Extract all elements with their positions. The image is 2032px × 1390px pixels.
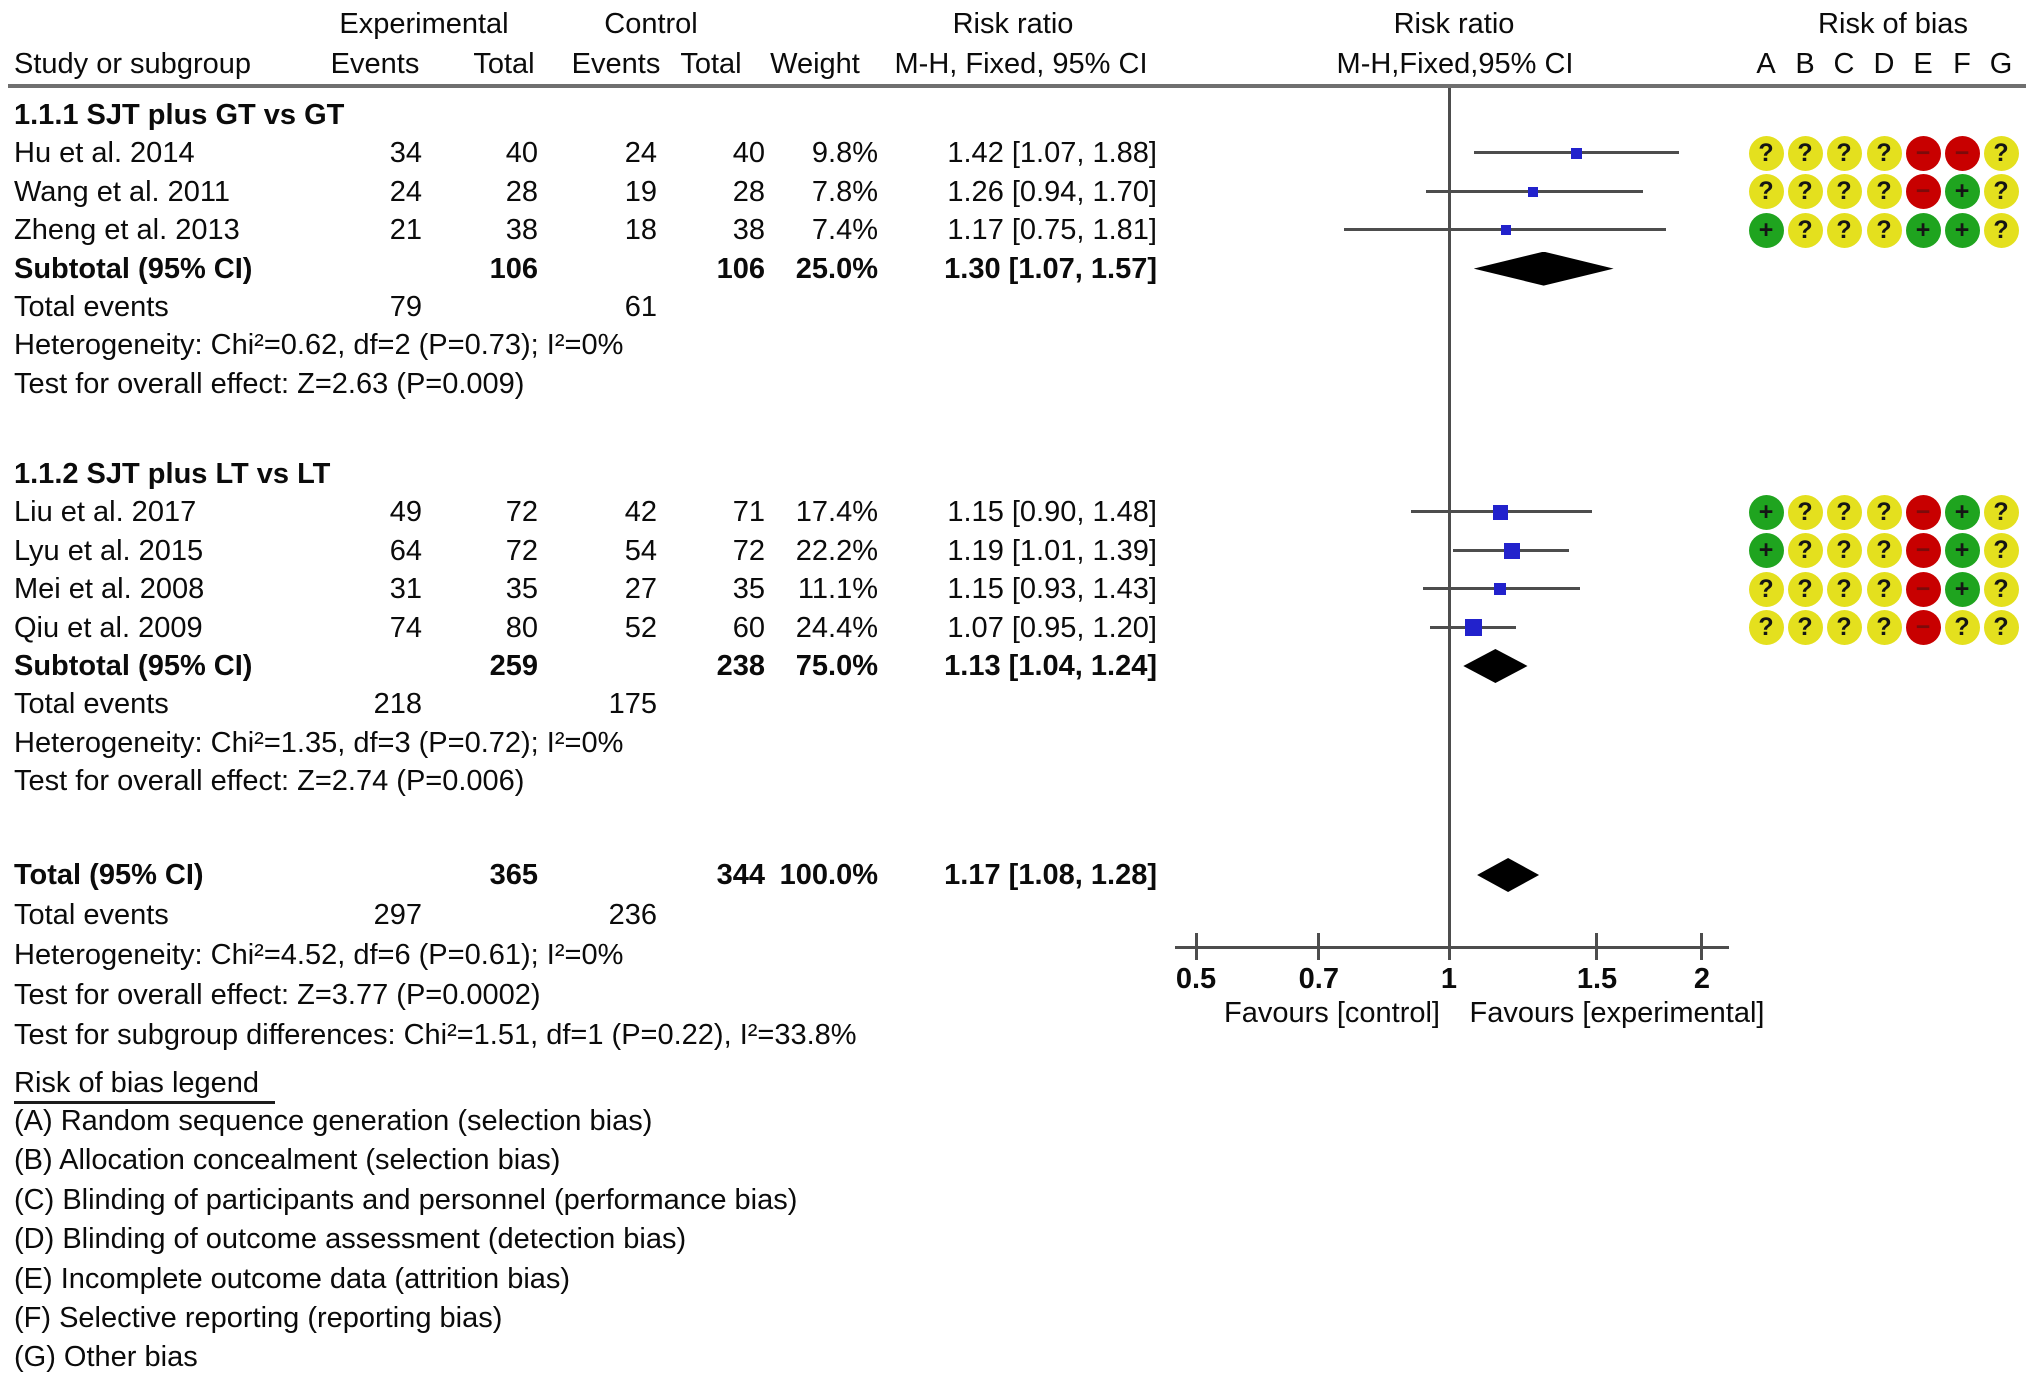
bias-circle-unclear: ? <box>1984 495 2019 530</box>
heterogeneity-text: Heterogeneity: Chi²=1.35, df=3 (P=0.72); I²=0% <box>14 726 624 759</box>
exp-events: 64 <box>389 534 422 567</box>
ctl-events: 52 <box>624 611 657 644</box>
legend-item: (C) Blinding of participants and personnel (performance bias) <box>14 1183 798 1216</box>
bias-circle-unclear: ? <box>1827 136 1862 171</box>
subtotal-label: Subtotal (95% CI) <box>14 650 253 682</box>
ctl-total: 344 <box>716 859 765 891</box>
column-header-exp-total: Total <box>473 48 535 80</box>
overall-effect-text: Test for overall effect: Z=2.74 (P=0.006) <box>14 765 525 798</box>
column-group-risk-ratio-plot: Risk ratio <box>1393 8 1515 40</box>
bias-circle-unclear: ? <box>1867 136 1902 171</box>
subgroup-differences-text: Test for subgroup differences: Chi²=1.51, df=1 (P=0.22), I²=33.8% <box>14 1019 857 1051</box>
exp-total: 106 <box>489 252 538 285</box>
bias-circle-unclear: ? <box>1984 572 2019 607</box>
bias-letter-F: F <box>1953 48 1971 80</box>
total-events-ctl: 61 <box>624 291 657 323</box>
line-of-no-effect <box>1448 88 1451 948</box>
bias-circle-unclear: ? <box>1827 495 1862 530</box>
bias-circle-unclear: ? <box>1867 533 1902 568</box>
bias-circle-unclear: ? <box>1788 174 1823 209</box>
ci-text: 1.13 [1.04, 1.24] <box>944 650 1157 682</box>
column-group-experimental: Experimental <box>339 8 509 40</box>
ci-text: 1.07 [0.95, 1.20] <box>947 611 1157 644</box>
column-group-risk-ratio-text: Risk ratio <box>952 8 1074 40</box>
effect-square <box>1493 505 1508 520</box>
weight: 75.0% <box>795 650 878 682</box>
bias-circle-unclear: ? <box>1788 533 1823 568</box>
column-header-weight: Weight <box>770 48 860 80</box>
column-group-control: Control <box>604 8 698 40</box>
bias-circle-low: + <box>1749 495 1784 530</box>
total-events-exp: 218 <box>373 688 422 721</box>
bias-circle-unclear: ? <box>1984 136 2019 171</box>
bias-circle-unclear: ? <box>1749 572 1784 607</box>
heterogeneity-text: Heterogeneity: Chi²=0.62, df=2 (P=0.73); I²=0% <box>14 329 624 362</box>
exp-total: 35 <box>505 573 538 606</box>
ci-text: 1.17 [0.75, 1.81] <box>947 214 1157 247</box>
bias-circle-unclear: ? <box>1749 136 1784 171</box>
bias-circle-unclear: ? <box>1749 610 1784 645</box>
bias-circle-unclear: ? <box>1945 610 1980 645</box>
total-events-ctl: 175 <box>608 688 657 721</box>
tick-mark <box>1595 933 1598 960</box>
exp-events: 74 <box>389 611 422 644</box>
legend-item: (B) Allocation concealment (selection bias) <box>14 1144 561 1177</box>
bias-circle-low: + <box>1906 213 1941 248</box>
bias-circle-high: − <box>1906 174 1941 209</box>
study-label: Qiu et al. 2009 <box>14 611 203 644</box>
legend-item: (F) Selective reporting (reporting bias) <box>14 1302 503 1334</box>
subtotal-diamond <box>1474 252 1614 286</box>
effect-square <box>1465 619 1482 636</box>
exp-total: 365 <box>489 859 538 891</box>
exp-total: 72 <box>505 496 538 529</box>
ci-text: 1.19 [1.01, 1.39] <box>947 534 1157 567</box>
ci-text: 1.30 [1.07, 1.57] <box>944 252 1157 285</box>
bias-circle-unclear: ? <box>1788 136 1823 171</box>
legend-item: (A) Random sequence generation (selection bias) <box>14 1105 653 1137</box>
exp-total: 259 <box>489 650 538 682</box>
subgroup-heading: 1.1.1 SJT plus GT vs GT <box>14 99 345 131</box>
bias-circle-unclear: ? <box>1867 495 1902 530</box>
weight: 24.4% <box>795 611 878 644</box>
tick-label: 2 <box>1693 963 1711 995</box>
ctl-events: 27 <box>624 573 657 606</box>
column-header-ctl-events: Events <box>571 48 661 80</box>
exp-events: 21 <box>389 214 422 247</box>
bias-circle-unclear: ? <box>1867 174 1902 209</box>
bias-circle-unclear: ? <box>1867 610 1902 645</box>
weight: 9.8% <box>811 137 878 170</box>
bias-circle-unclear: ? <box>1788 213 1823 248</box>
bias-circle-unclear: ? <box>1827 572 1862 607</box>
total-label: Total (95% CI) <box>14 859 204 891</box>
ci-text: 1.26 [0.94, 1.70] <box>947 175 1157 208</box>
effect-square <box>1494 583 1506 595</box>
column-header-study: Study or subgroup <box>14 48 251 80</box>
favours-experimental-label: Favours [experimental] <box>1469 997 1765 1029</box>
column-header-ci-text: M-H, Fixed, 95% CI <box>894 48 1148 80</box>
weight: 22.2% <box>795 534 878 567</box>
bias-letter-C: C <box>1833 48 1855 80</box>
ctl-total: 40 <box>732 137 765 170</box>
ctl-total: 28 <box>732 175 765 208</box>
exp-events: 34 <box>389 137 422 170</box>
study-label: Lyu et al. 2015 <box>14 534 204 567</box>
tick-label: 1.5 <box>1576 963 1618 995</box>
total-events-exp: 297 <box>373 899 422 931</box>
bias-letter-B: B <box>1795 48 1815 80</box>
effect-square <box>1571 148 1582 159</box>
tick-label: 0.7 <box>1298 963 1339 995</box>
study-label: Mei et al. 2008 <box>14 573 205 606</box>
ci-text: 1.42 [1.07, 1.88] <box>947 137 1157 170</box>
exp-total: 72 <box>505 534 538 567</box>
bias-circle-low: + <box>1945 495 1980 530</box>
weight: 7.4% <box>811 214 878 247</box>
tick-mark <box>1700 933 1703 960</box>
bias-circle-low: + <box>1945 174 1980 209</box>
ci-text: 1.17 [1.08, 1.28] <box>944 859 1157 891</box>
bias-circle-unclear: ? <box>1984 174 2019 209</box>
column-header-ci-plot: M-H,Fixed,95% CI <box>1336 48 1574 80</box>
bias-circle-unclear: ? <box>1867 213 1902 248</box>
bias-circle-unclear: ? <box>1788 495 1823 530</box>
subtotal-label: Subtotal (95% CI) <box>14 252 253 285</box>
bias-circle-high: − <box>1906 495 1941 530</box>
weight: 100.0% <box>779 859 878 891</box>
ctl-events: 24 <box>624 137 657 170</box>
heterogeneity-text: Heterogeneity: Chi²=4.52, df=6 (P=0.61); I²=0% <box>14 939 624 971</box>
weight: 7.8% <box>811 175 878 208</box>
exp-total: 80 <box>505 611 538 644</box>
total-events-label: Total events <box>14 291 169 323</box>
ctl-total: 35 <box>732 573 765 606</box>
bias-circle-unclear: ? <box>1827 610 1862 645</box>
total-events-label: Total events <box>14 899 169 931</box>
bias-circle-unclear: ? <box>1827 213 1862 248</box>
legend-item: (D) Blinding of outcome assessment (detection bias) <box>14 1223 687 1256</box>
overall-effect-text: Test for overall effect: Z=2.63 (P=0.009) <box>14 367 525 400</box>
ctl-total: 60 <box>732 611 765 644</box>
bias-circle-unclear: ? <box>1867 572 1902 607</box>
subtotal-diamond <box>1463 649 1527 683</box>
overall-effect-text: Test for overall effect: Z=3.77 (P=0.0002) <box>14 979 541 1011</box>
bias-circle-unclear: ? <box>1827 533 1862 568</box>
effect-square <box>1504 543 1520 559</box>
weight: 17.4% <box>795 496 878 529</box>
study-label: Liu et al. 2017 <box>14 496 197 529</box>
tick-mark <box>1317 933 1320 960</box>
total-diamond <box>1477 858 1539 892</box>
bias-circle-low: + <box>1945 213 1980 248</box>
bias-circle-low: + <box>1945 572 1980 607</box>
bias-circle-unclear: ? <box>1749 174 1784 209</box>
bias-letter-A: A <box>1756 48 1776 80</box>
study-label: Wang et al. 2011 <box>14 175 231 208</box>
bias-circle-unclear: ? <box>1827 174 1862 209</box>
tick-label: 1 <box>1440 963 1458 995</box>
column-header-ctl-total: Total <box>680 48 742 80</box>
total-events-label: Total events <box>14 688 169 721</box>
tick-mark <box>1195 933 1198 960</box>
exp-total: 28 <box>505 175 538 208</box>
bias-circle-high: − <box>1945 136 1980 171</box>
effect-square <box>1528 187 1538 197</box>
bias-circle-unclear: ? <box>1788 610 1823 645</box>
total-events-ctl: 236 <box>608 899 657 931</box>
subgroup-heading: 1.1.2 SJT plus LT vs LT <box>14 458 331 490</box>
tick-label: 0.5 <box>1175 963 1217 995</box>
ctl-total: 71 <box>732 496 765 529</box>
ctl-total: 72 <box>732 534 765 567</box>
effect-square <box>1501 225 1511 235</box>
bias-circle-high: − <box>1906 533 1941 568</box>
bias-circle-low: + <box>1749 533 1784 568</box>
bias-letter-E: E <box>1913 48 1933 80</box>
ctl-total: 106 <box>716 252 765 285</box>
legend-item: (E) Incomplete outcome data (attrition bias) <box>14 1262 571 1295</box>
ctl-total: 238 <box>716 650 765 682</box>
risk-of-bias-legend-title: Risk of bias legend <box>14 1067 275 1104</box>
ci-text: 1.15 [0.90, 1.48] <box>947 496 1157 529</box>
bias-circle-unclear: ? <box>1788 572 1823 607</box>
bias-circle-low: + <box>1749 213 1784 248</box>
ctl-events: 42 <box>624 496 657 529</box>
bias-circle-low: + <box>1945 533 1980 568</box>
x-axis <box>1175 946 1729 949</box>
favours-control-label: Favours [control] <box>1224 997 1440 1029</box>
weight: 25.0% <box>795 252 878 285</box>
bias-circle-unclear: ? <box>1984 533 2019 568</box>
tick-mark <box>1448 933 1451 960</box>
exp-events: 24 <box>389 175 422 208</box>
bias-circle-high: − <box>1906 572 1941 607</box>
bias-circle-high: − <box>1906 610 1941 645</box>
bias-circle-unclear: ? <box>1984 610 2019 645</box>
column-header-exp-events: Events <box>330 48 420 80</box>
study-label: Hu et al. 2014 <box>14 137 195 170</box>
bias-letter-D: D <box>1873 48 1895 80</box>
exp-total: 40 <box>505 137 538 170</box>
ctl-total: 38 <box>732 214 765 247</box>
exp-events: 31 <box>389 573 422 606</box>
exp-total: 38 <box>505 214 538 247</box>
bias-letter-G: G <box>1989 48 2013 80</box>
column-group-risk-of-bias: Risk of bias <box>1818 8 1968 40</box>
ci-text: 1.15 [0.93, 1.43] <box>947 573 1157 606</box>
weight: 11.1% <box>797 573 878 606</box>
study-label: Zheng et al. 2013 <box>14 214 240 247</box>
ctl-events: 18 <box>624 214 657 247</box>
exp-events: 49 <box>389 496 422 529</box>
ctl-events: 19 <box>624 175 657 208</box>
header-rule <box>8 84 2026 88</box>
ctl-events: 54 <box>624 534 657 567</box>
bias-circle-unclear: ? <box>1984 213 2019 248</box>
legend-item: (G) Other bias <box>14 1341 198 1374</box>
bias-circle-high: − <box>1906 136 1941 171</box>
total-events-exp: 79 <box>389 291 422 323</box>
